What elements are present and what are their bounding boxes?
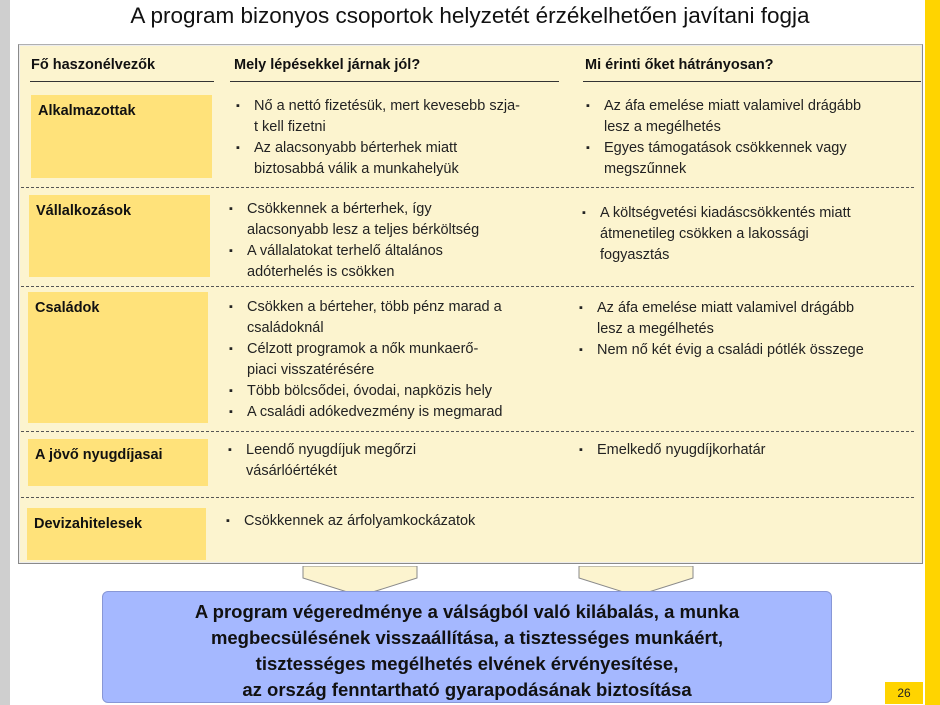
bullet-icon: ▪ — [579, 344, 583, 356]
bullet-text-line: megszűnnek — [604, 161, 687, 177]
header-underline — [230, 81, 559, 82]
gains-cell-fx-borrowers — [224, 511, 569, 532]
bullet-icon: ▪ — [229, 301, 233, 313]
gains-cell-businesses — [227, 199, 572, 283]
row-label-businesses: Vállalkozások — [29, 195, 210, 277]
bullet-text-line: piaci visszatérésére — [247, 362, 375, 378]
bullet-icon: ▪ — [229, 385, 233, 397]
left-edge-bar — [0, 0, 10, 705]
header-beneficiaries: Fő haszonélvezők — [31, 57, 156, 73]
row-label-fx-borrowers: Devizahitelesek — [27, 508, 206, 560]
bullet-item — [584, 138, 924, 180]
losses-cell-businesses — [580, 203, 920, 266]
row-label-families: Családok — [28, 292, 208, 423]
row-label-employees: Alkalmazottak — [31, 95, 212, 178]
bullet-text-line: fogyasztás — [600, 247, 670, 263]
bullet-text-line: A vállalatokat terhelő általános — [247, 243, 443, 259]
row-divider — [21, 187, 914, 188]
conclusion-line: A program végeredménye a válságból való kilábalás, a munka — [194, 601, 740, 622]
bullet-icon: ▪ — [236, 100, 240, 112]
bullet-item — [580, 203, 920, 266]
bullet-text-line: Emelkedő nyugdíjkorhatár — [597, 442, 766, 458]
bullet-icon: ▪ — [579, 444, 583, 456]
gains-cell-families — [227, 297, 572, 423]
bullet-icon: ▪ — [236, 142, 240, 154]
bullet-text-line: Célzott programok a nők munkaerő- — [247, 341, 479, 357]
bullet-text-line: Az áfa emelése miatt valamivel drágább — [604, 98, 862, 114]
row-divider — [21, 497, 914, 498]
bullet-text-line: A családi adókedvezmény is megmarad — [247, 404, 503, 420]
page-number: 26 — [885, 682, 923, 704]
row-label-future-pensioners: A jövő nyugdíjasai — [28, 439, 208, 486]
right-accent-bar — [925, 0, 940, 705]
losses-cell-families — [577, 298, 922, 361]
bullet-item — [577, 440, 922, 461]
bullet-icon: ▪ — [229, 343, 233, 355]
bullet-icon: ▪ — [228, 444, 232, 456]
header-losses: Mi érinti őket hátrányosan? — [585, 57, 774, 73]
bullet-text-line: Az alacsonyabb bérterhek miatt — [254, 140, 458, 156]
bullet-icon: ▪ — [586, 100, 590, 112]
bullet-item — [226, 440, 571, 482]
bullet-icon: ▪ — [226, 515, 230, 527]
bullet-item — [234, 96, 579, 138]
losses-cell-future-pensioners — [577, 440, 922, 461]
row-divider — [21, 431, 914, 432]
header-gains: Mely lépésekkel járnak jól? — [234, 57, 421, 73]
bullet-text-line: adóterhelés is csökken — [247, 264, 395, 280]
bullet-icon: ▪ — [229, 406, 233, 418]
bullet-text-line: Nő a nettó fizetésük, mert kevesebb szja- — [254, 98, 520, 114]
conclusion-line: az ország fenntartható gyarapodásának biztosítása — [242, 679, 692, 700]
conclusion-line: tisztességes megélhetés elvének érvényesítése, — [255, 653, 679, 674]
gains-cell-future-pensioners — [226, 440, 571, 482]
bullet-item — [584, 96, 924, 138]
row-divider — [21, 286, 914, 287]
bullet-text-line: Több bölcsődei, óvodai, napközis hely — [247, 383, 493, 399]
bullet-text-line: Csökken a bérteher, több pénz marad a — [247, 299, 502, 315]
bullet-item — [577, 298, 922, 340]
gains-cell-employees — [234, 96, 579, 180]
conclusion-box — [102, 591, 832, 703]
slide-title: A program bizonyos csoportok helyzetét érzékelhetően javítani fogja — [130, 3, 810, 28]
bullet-text-line: Egyes támogatások csökkennek vagy — [604, 140, 847, 156]
bullet-text-line: A költségvetési kiadáscsökkentés miatt — [600, 205, 851, 221]
bullet-item — [577, 340, 922, 361]
bullet-icon: ▪ — [229, 203, 233, 215]
bullet-text-line: átmenetileg csökken a lakossági — [600, 226, 809, 242]
bullet-item — [224, 511, 569, 532]
bullet-text-line: alacsonyabb lesz a teljes bérköltség — [247, 222, 480, 238]
bullet-text-line: Csökkennek a bérterhek, így — [247, 201, 432, 217]
bullet-text-line: lesz a megélhetés — [604, 119, 721, 135]
bullet-text-line: lesz a megélhetés — [597, 321, 714, 337]
losses-cell-employees — [584, 96, 924, 180]
bullet-item — [227, 381, 572, 402]
bullet-icon: ▪ — [579, 302, 583, 314]
bullet-text-line: családoknál — [247, 320, 324, 336]
header-underline — [30, 81, 214, 82]
bullet-item — [227, 199, 572, 241]
bullet-text-line: Nem nő két évig a családi pótlék összege — [597, 342, 864, 358]
header-underline — [583, 81, 921, 82]
bullet-item — [227, 241, 572, 283]
bullet-text-line: Leendő nyugdíjuk megőrzi — [246, 442, 417, 458]
bullet-item — [227, 339, 572, 381]
bullet-text-line: biztosabbá válik a munkahelyük — [254, 161, 459, 177]
bullet-item — [227, 402, 572, 423]
bullet-icon: ▪ — [586, 142, 590, 154]
bullet-icon: ▪ — [229, 245, 233, 257]
bullet-item — [234, 138, 579, 180]
bullet-text-line: Az áfa emelése miatt valamivel drágább — [597, 300, 855, 316]
bullet-text-line: Csökkennek az árfolyamkockázatok — [244, 513, 476, 529]
bullet-item — [227, 297, 572, 339]
bullet-icon: ▪ — [582, 207, 586, 219]
bullet-text-line: t kell fizetni — [254, 119, 326, 135]
bullet-text-line: vásárlóértékét — [246, 463, 338, 479]
conclusion-line: megbecsülésének visszaállítása, a tisztességes munkáért, — [210, 627, 724, 648]
